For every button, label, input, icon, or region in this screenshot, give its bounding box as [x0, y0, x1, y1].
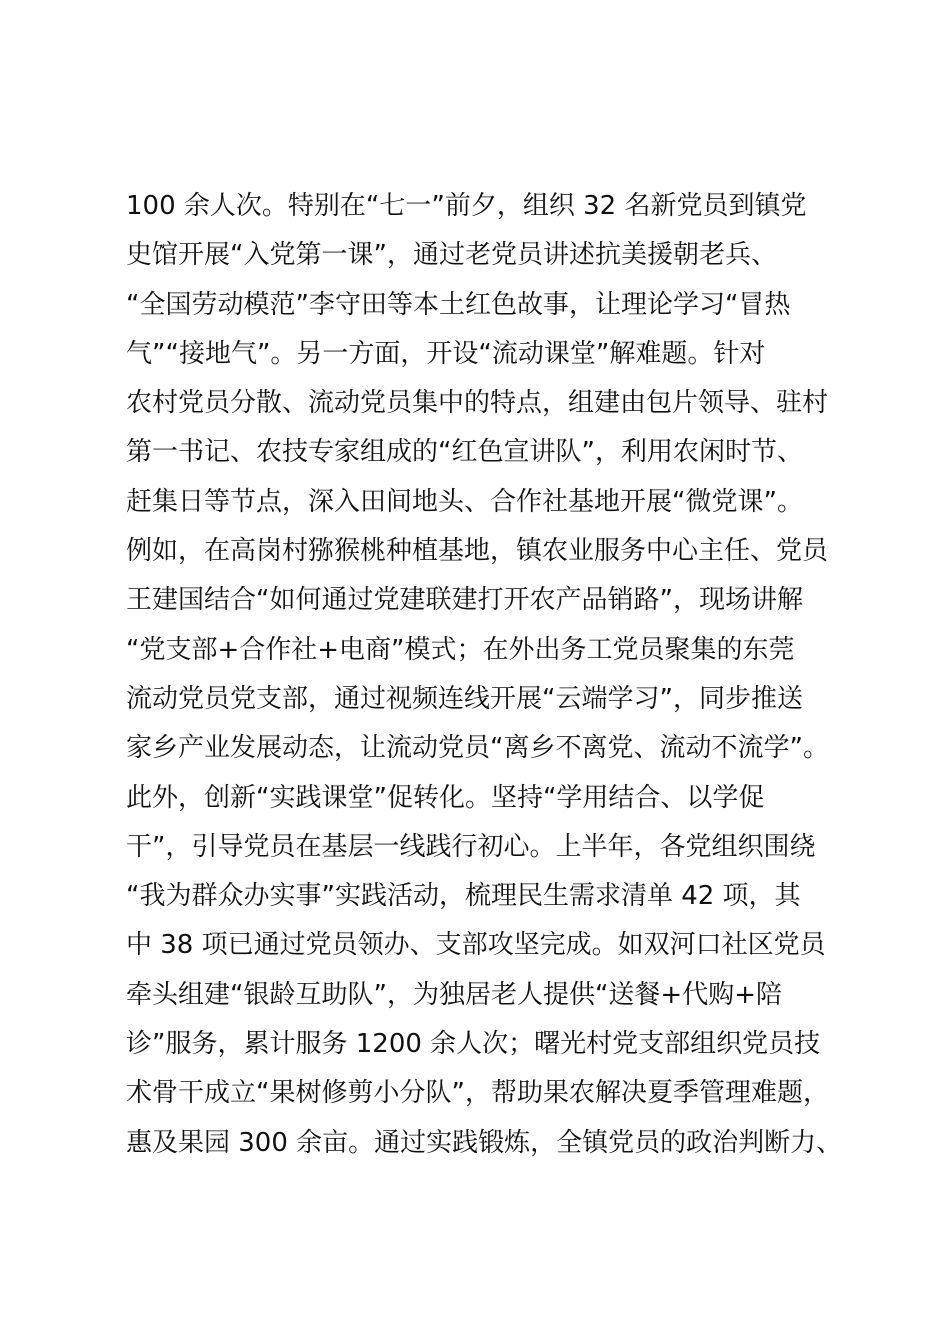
text-line: 中 38 项已通过党员领办、支部攻坚完成。如双河口社区党员 [126, 930, 826, 961]
text-line: 第一书记、农技专家组成的“红色宣讲队”，利用农闲时节、 [126, 437, 803, 468]
text-line: 惠及果园 300 余亩。通过实践锻炼，全镇党员的政治判断力、 [126, 1127, 843, 1158]
text-line: 诊”服务，累计服务 1200 余人次；曙光村党支部组织党员技 [126, 1029, 821, 1060]
text-line: 气”“接地气”。另一方面，开设“流动课堂”解难题。针对 [126, 338, 766, 369]
text-line: 牵头组建“银龄互助队”，为独居老人提供“送餐+代购+陪 [126, 979, 782, 1010]
text-line: 农村党员分散、流动党员集中的特点，组建由包片领导、驻村 [126, 388, 829, 419]
text-line: 100 余人次。特别在“七一”前夕，组织 32 名新党员到镇党 [126, 191, 807, 221]
text-line: 家乡产业发展动态，让流动党员“离乡不离党、流动不流学”。 [126, 733, 829, 764]
text-line: 王建国结合“如何通过党建联建打开农产品销路”，现场讲解 [126, 585, 803, 616]
text-line: 赶集日等节点，深入田间地头、合作社基地开展“微党课”。 [126, 486, 803, 517]
body-paragraph [126, 182, 856, 1168]
text-line: 史馆开展“入党第一课”，通过老党员讲述抗美援朝老兵、 [126, 240, 777, 271]
text-line: “我为群众办实事”实践活动，梳理民生需求清单 42 项，其 [126, 881, 801, 912]
text-line: “党支部+合作社+电商”模式；在外出务工党员聚集的东莞 [126, 634, 795, 665]
text-line: “全国劳动模范”李守田等本土红色故事，让理论学习“冒热 [126, 289, 791, 320]
text-line: 术骨干成立“果树修剪小分队”，帮助果农解决夏季管理难题， [126, 1078, 829, 1109]
text-line: 例如，在高岗村猕猴桃种植基地，镇农业服务中心主任、党员 [126, 536, 829, 567]
text-line: 此外，创新“实践课堂”促转化。坚持“学用结合、以学促 [126, 782, 765, 813]
text-line: 流动党员党支部，通过视频连线开展“云端学习”，同步推送 [126, 683, 803, 714]
text-line: 干”，引导党员在基层一线践行初心。上半年，各党组织围绕 [126, 831, 816, 862]
